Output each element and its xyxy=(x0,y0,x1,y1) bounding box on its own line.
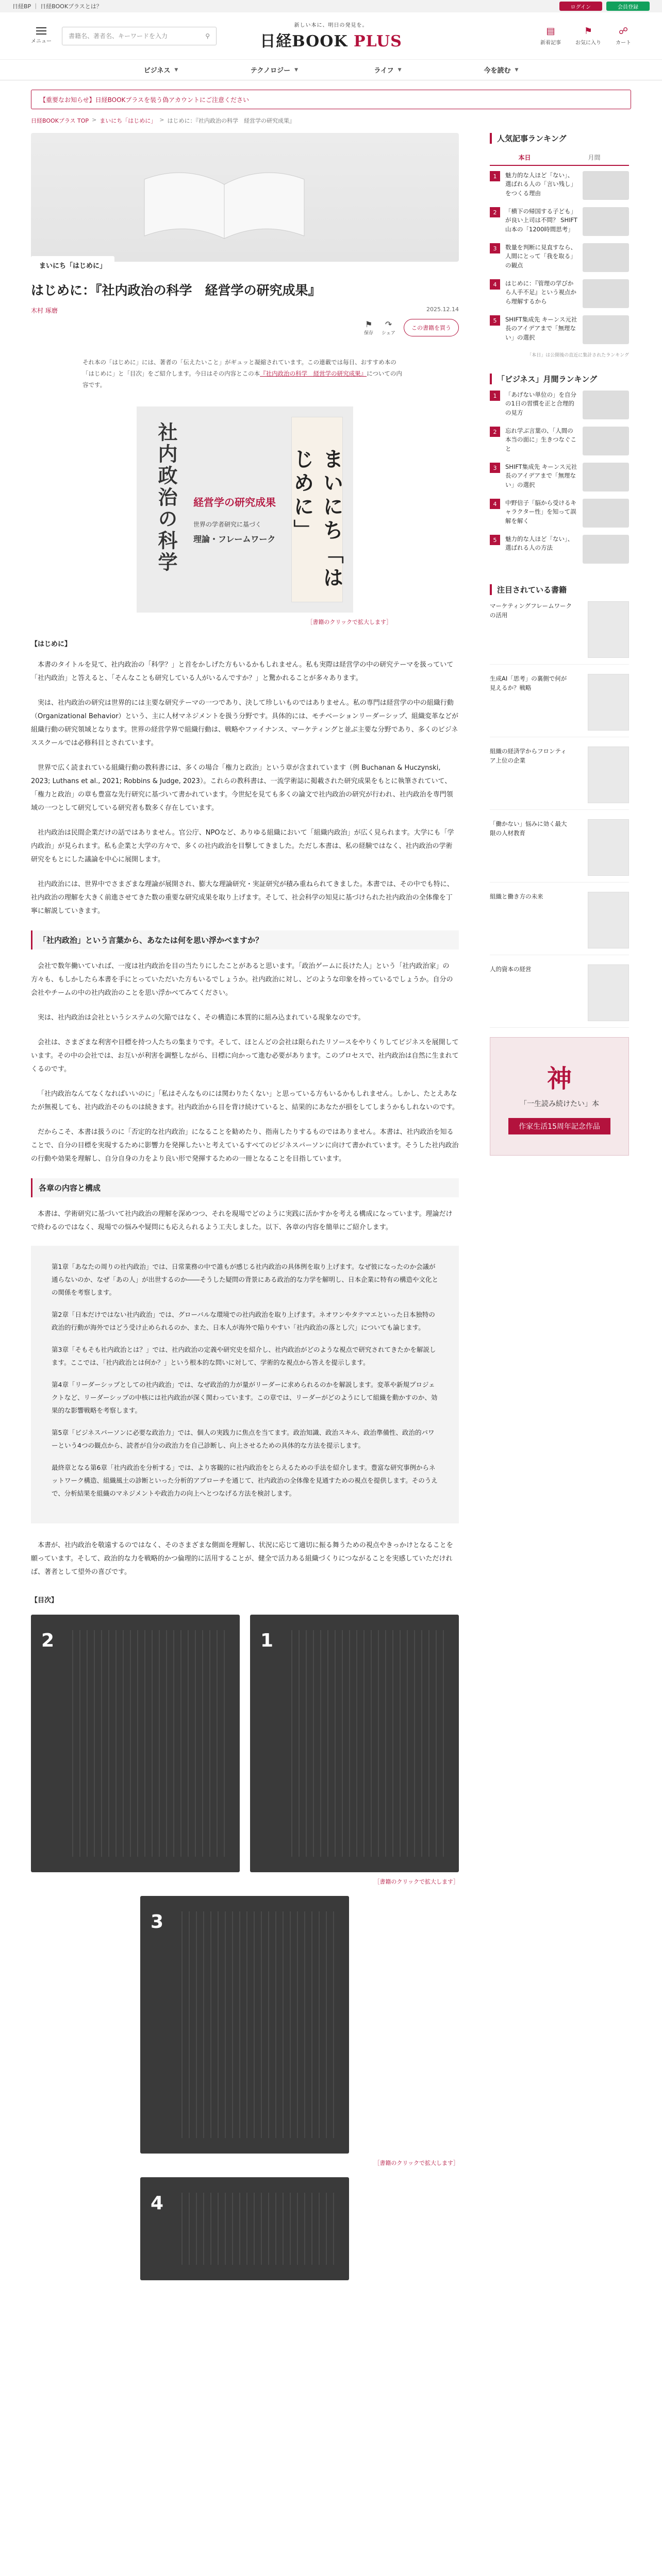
thumbnail xyxy=(583,171,629,200)
thumbnail xyxy=(583,279,629,308)
ranking-item[interactable]: 2 忘れ学ぶ言葉の、「人間の本当の面に」生きつなぐこと xyxy=(490,427,629,455)
nav-life[interactable]: ライフ ▼ xyxy=(374,67,402,75)
chapter-summary-box xyxy=(31,1246,459,1523)
ranking-item[interactable]: 4 中野信子「脳から受けるキャラクター性」を知って誤解を解く xyxy=(490,499,629,528)
site-logo[interactable] xyxy=(260,21,402,51)
chevron-down-icon: ▼ xyxy=(174,67,178,73)
open-book-illustration xyxy=(139,159,309,241)
book-item[interactable]: 人的資本の経営 xyxy=(490,964,629,1028)
books-title: 注目されている書籍 xyxy=(490,584,629,595)
ranking-item[interactable]: 4 はじめに：『管理の学びから人手不足』という視点から理解するから xyxy=(490,279,629,308)
search-input[interactable] xyxy=(62,27,217,45)
book-item[interactable]: 生成AI「思考」の裏側で何が見えるか？戦略 xyxy=(490,674,629,737)
search-placeholder: 書籍名、著者名、キーワードを入力 xyxy=(69,32,168,40)
chevron-down-icon: ▼ xyxy=(398,67,402,73)
ranking-item[interactable]: 5 魅力的な人ほど「ない」、選ばれる人の方法 xyxy=(490,535,629,564)
book-item[interactable]: 組織と働き方の未来 xyxy=(490,892,629,955)
cover-subtitle: 経営学の研究成果 xyxy=(193,496,276,509)
paragraph: 本書のタイトルを見て、社内政治の「科学？」と首をかしげた方もいるかもしれません。私も実際は経営学の中の研究テーマを扱っていて「社内政治」と答えると、「そんなことも研究している人がいるんですか？」と驚かれることが多々あります。 xyxy=(31,660,454,682)
logo-tagline: 新しい本に、明日の発見を。 xyxy=(294,23,368,28)
breadcrumb: 日経BOOKプラス TOP > まいにち「はじめに」 > はじめに：『社内政治の科学 経営学の研究成果』 xyxy=(31,116,295,124)
toc-page-image[interactable]: 2 xyxy=(31,1615,240,1872)
breadcrumb-item[interactable]: まいにち「はじめに」 xyxy=(100,117,157,124)
subheading: 各章の内容と構成 xyxy=(31,1178,459,1197)
page-title: はじめに：『社内政治の科学 経営学の研究成果』 xyxy=(31,283,321,298)
nav-technology[interactable]: テクノロジー ▼ xyxy=(250,67,299,75)
book-cover-thumb xyxy=(588,747,629,803)
top-bar xyxy=(0,0,662,12)
chapter-summary: 第1章「あなたの周りの社内政治」では、日常業務の中で誰もが感じる社内政治の具体例を取り上げます。なぜ彼になったのか会議が通らないのか、なぜ「あの人」が出世するのか――そうした疑問の背景にある政治的な力学を解明し、日本企業に特有の構造や文化との関係を考察します。 xyxy=(52,1262,439,1296)
toc-page-image[interactable]: 3 xyxy=(140,1896,349,2154)
book-item[interactable]: 組織の経済学からフロンティア上位の企業 xyxy=(490,747,629,810)
share-icon: ↷ xyxy=(385,319,392,330)
sidebar xyxy=(490,133,629,2285)
global-nav xyxy=(0,60,662,80)
ranking-item[interactable]: 3 数量を判断に見直すなら、人間にとって「我を取る」の観点 xyxy=(490,243,629,272)
paragraph: 社内政治は民間企業だけの話ではありません。官公庁、NPOなど、ありゆる組織において「組織内政治」が広く見られます。大学にも「学内政治」が見られます。私も企業と大学の方々で、多くの社内政治を目撃してきました。ただし本書は、私の経験ではなく、社内政治の学術研究をもとにした議論を中心に展開します。 xyxy=(31,828,454,863)
paragraph: 本書が、社内政治を敬遠するのではなく、そのさまざまな側面を理解し、状況に応じて適切に振る舞うための視点やきっかけとなることを願っています。そして、政治的な力を戦略的かつ倫理的に活用することが、健全で活力ある組織づくりにつながることを実感していただければ、著者として望外の喜びです。 xyxy=(31,1541,453,1576)
favorites-button[interactable]: ⚑ お気に入り xyxy=(575,26,601,46)
chevron-down-icon: ▼ xyxy=(515,67,519,73)
ranking-title: 人気記事ランキング xyxy=(490,133,629,144)
tab-today[interactable]: 本日 xyxy=(518,154,531,161)
bookmark-icon: ⚑ xyxy=(584,26,593,37)
buy-book-button[interactable]: この書籍を買う xyxy=(404,319,459,336)
book-icon: ▤ xyxy=(546,26,555,37)
toc-caption[interactable]: ［書籍のクリックで拡大します］ xyxy=(374,2159,459,2166)
book-cover-thumb xyxy=(588,819,629,876)
book-cover-thumb xyxy=(588,601,629,658)
toc-heading: 【目次】 xyxy=(31,1596,58,1604)
paragraph: 「社内政治なんてなくなればいいのに」「私はそんなものには関わりたくない」と思っている方もいるかもしれません。しかし、たとえあなたが無視しても、社内政治そのものは続きます。社内政治から目を背け続けていると、結果的にあなたが損をしてしまうかもしれないのです。 xyxy=(31,1090,459,1111)
cover-title: 社内政治の科学 xyxy=(155,421,178,573)
cover-caption[interactable]: ［書籍のクリックで拡大します］ xyxy=(307,618,392,625)
chapter-summary: 第4章「リーダーシップとしての社内政治」では、なぜ政治的力が量がリーダーに求められるのかを解説します。変革や新規プロジェクトなど、リーダーシップの中核には社内政治が深く関わっています。この章では、リーダーがどのようにして組織を動かすのか、効果的な影響戦略を考察します。 xyxy=(52,1380,438,1414)
book-item[interactable]: マーケティングフレームワークの活用 xyxy=(490,601,629,665)
paragraph: 会社で数年働いていれば、一度は社内政治を目の当たりにしたことがあると思います。「政治ゲームに長けた人」という「社内政治家」の方々も、もしかしたら本書を手にとっていただいた方もいるでしょうか。社内政治に対し、どのような印象を持っているでしょうか。自分の会社やチームの中の社内政治のことを思い浮かべてみてください。 xyxy=(31,962,453,997)
thumbnail xyxy=(583,463,629,492)
thumbnail xyxy=(583,427,629,455)
paragraph: だからこそ、本書は扱うのに「否定的な社内政治」になることを勧めたり、指南したりするものではありません。本書は、社内政治を知ることで、自分の目標を実現するために影響力を発揮したいと考えているすべてのビジネスパーソンに向けて書かれています。そうした社内政治の行動や効果を理解し、自分自身の力をより良い形で発揮するための一冊となることを目指しています。 xyxy=(31,1128,459,1163)
book-cover-thumb xyxy=(588,892,629,948)
ranking-item[interactable]: 1 魅力的な人ほど「ない」、選ばれる人の「言い残し」をつくる理由 xyxy=(490,171,629,200)
toc-caption[interactable]: ［書籍のクリックで拡大します］ xyxy=(374,1878,459,1885)
book-cover[interactable] xyxy=(137,406,353,613)
thumbnail xyxy=(583,499,629,528)
paragraph: 実は、社内政治の研究は世界的には主要な研究テーマの一つであり、決して珍しいものではありません。私の専門は経営学の中の組織行動（Organizational Behavior）という、主に人材マネジメントを扱う分野です。具体的には、モチベーションリーダーシップ、組織変革などが組織行動の研究領域となります。世界の経営学界で組織行動は、戦略やファイナンス、マーケティングと並ぶ主要な分野であり、多くのビジネススクールでは必修科目とされています。 xyxy=(31,699,459,747)
paragraph: 本書は、学術研究に基づいて社内政治の理解を深めつつ、それを現場でどのように実践に活かすかを考える構成になっています。理論だけで終わるのではなく、現場での悩みや疑問にも応えられるよう工夫しました。以下、各章の内容を簡単にご紹介します。 xyxy=(31,1210,453,1231)
cart-button[interactable]: ☍ カート xyxy=(616,26,631,46)
paragraph: 世界で広く読まれている組織行動の教科書には、多くの場合「権力と政治」という章が含まれています（例 Buchanan & Huczynski, 2023; Luthans et al., 2021; Robbins & Judge, 2023）。これらの教科書は、一流学術誌に掲載された研究成果をもとに執筆されていて、「権力と政治」の章も豊富な先行研究に基づいて書かれています。今世紀を見ても多くの論文で社内政治の研究が行われ、社内政治を専門領域の一つとして研究している研究者も数多く存在しています。 xyxy=(31,764,453,812)
article-main xyxy=(31,133,459,2285)
hero-image xyxy=(31,133,459,262)
nav-now[interactable]: 今を読む ▼ xyxy=(484,67,519,75)
site-header xyxy=(0,12,662,60)
menu-button[interactable] xyxy=(31,27,52,44)
chapter-summary: 第2章「日本だけではない社内政治」では、グローバルな環境での社内政治を取り上げます。ネオワンやタテマエといった日本独特の政治的行動が海外ではどう受け止められるのか、また、日本人が海外で陥りやすい「社内政治の落とし穴」についても論じます。 xyxy=(52,1310,435,1331)
cover-sub3: 理論・フレームワーク xyxy=(193,534,276,544)
breadcrumb-item[interactable]: 日経BOOKプラス TOP xyxy=(31,117,89,124)
tab-monthly[interactable]: 月間 xyxy=(588,154,601,161)
category-tag[interactable]: まいにち「はじめに」 xyxy=(31,256,114,274)
chevron-down-icon: ▼ xyxy=(294,67,299,73)
book-item[interactable]: 「働かない」悩みに効く最大限の人材教育 xyxy=(490,819,629,883)
cart-icon: ☍ xyxy=(618,26,628,37)
notice-banner[interactable]: 【重要なお知らせ】日経BOOKプラスを装う偽アカウントにご注意ください xyxy=(31,90,631,109)
subheading: 「社内政治」という言葉から、あなたは何を思い浮かべますか？ xyxy=(31,930,459,950)
thumbnail xyxy=(583,535,629,564)
chapter-summary: 最終章となる第6章「社内政治を分析する」では、より客観的に社内政治をとらえるための手法を紹介します。豊富な研究事例からネットワーク構造、組織風土の診断といった分析的アプローチを通じて、社内政治の全体像を見通すための視点を提供します。そのうえで、分析結果を組織のマネジメントや政治力の向上へとつなげる方法を検討します。 xyxy=(52,1463,438,1497)
paragraph: 実は、社内政治は会社というシステムの欠陥ではなく、その構造に本質的に組み込まれている現象なのです。 xyxy=(38,1013,365,1022)
thumbnail xyxy=(583,315,629,344)
toc-page-image[interactable]: 1 xyxy=(250,1615,459,1872)
menu-label: メニュー xyxy=(31,39,52,44)
register-button[interactable]: 会員登録 xyxy=(606,2,650,11)
ranking-item[interactable]: 3 SHIFT集成先 キーンス元社長のアイデアまで「無理ない」の選択 xyxy=(490,463,629,492)
book-cover-thumb xyxy=(588,964,629,1021)
breadcrumb-item: はじめに：『社内政治の科学 経営学の研究成果』 xyxy=(167,117,295,124)
series-spine: まいにち「はじめに」 xyxy=(291,417,343,602)
toc-page-image[interactable]: 4 xyxy=(140,2177,349,2280)
section-heading: 【はじめに】 xyxy=(31,640,72,648)
logo-name: 日経BOOK PLUS xyxy=(260,32,402,50)
new-articles-button[interactable]: ▤ 新着記事 xyxy=(540,26,561,46)
site-links[interactable]: 日経BP ｜ 日経BOOKプラスとは？ xyxy=(12,3,102,10)
ranking-item[interactable]: 2 「横下の帰国する子ども」が良い上司は不問？ SHIFT山本の「1200時間思考」 xyxy=(490,207,629,236)
chapter-summary: 第3章「そもそも社内政治とは？」では、社内政治の定義や研究史を紹介し、社内政治がどのような視点で研究されてきたかを解説します。ここでは、「社内政治とは何か？」という根本的な問いに対して、学術的な視点から答えを提示します。 xyxy=(52,1345,436,1366)
thumbnail xyxy=(583,391,629,419)
ranking-note: 「本日」は公開後の直近に集計されたランキング xyxy=(527,353,629,358)
publish-date: 2025.12.14 xyxy=(426,306,459,313)
author-name[interactable]: 木村 琢磨 xyxy=(31,307,58,315)
save-button[interactable]: ⚑ 保存 xyxy=(364,319,374,336)
search-icon[interactable]: ⚲ xyxy=(205,32,210,40)
thumbnail xyxy=(583,243,629,272)
hamburger-icon xyxy=(36,27,46,35)
chapter-summary: 第5章「ビジネスパーソンに必要な政治力」では、個人の実践力に焦点を当てます。政治知識、政治スキル、政治準備性、政治的パワーという4つの観点から、読者が自分の政治力を自己診断し、向上させるための具体的な方法を提示します。 xyxy=(52,1428,435,1449)
paragraph: 会社は、さまざまな利害や目標を持つ人たちの集まりです。そして、ほとんどの会社は限られたリソースをやりくりしてビジネスを展開しています。その中の会社では、お互いが利害を調整しながら、目標に向かって進む必要があります。このプロセスで、社内政治は自然に生まれてくるのです。 xyxy=(31,1038,459,1073)
ranking-item[interactable]: 1 「あげない単位の」を自分の1日の習慣を正と合理的の見方 xyxy=(490,391,629,419)
cover-sub2: 世界の学者研究に基づく xyxy=(193,520,262,528)
bookmark-icon: ⚑ xyxy=(365,319,373,330)
book-link[interactable]: 『社内政治の科学 経営学の研究成果』 xyxy=(260,370,367,378)
thumbnail xyxy=(583,207,629,236)
share-button[interactable]: ↷ シェア xyxy=(382,319,395,336)
nav-business[interactable]: ビジネス ▼ xyxy=(143,67,178,75)
ranking-item[interactable]: 5 SHIFT集成先 キーンス元社長のアイデアまで「無理ない」の選択 xyxy=(490,315,629,344)
paragraph: 社内政治には、世界中でさまざまな理論が展開され、膨大な理論研究・実証研究が積み重ねられてきました。本書では、その中でも特に、社内政治の理解を大きく前進させてきた数の重要な研究成果を取り上げます。そして、社会科学の知見に基づけられた社内政治の全体像を丁寧に解説していきます。 xyxy=(31,880,454,915)
advertisement-banner[interactable]: 神 「一生読み続けたい」本 作家生活15周年記念作品 xyxy=(490,1037,629,1156)
login-button[interactable]: ログイン xyxy=(559,2,603,11)
intro-note: それ本の「はじめに」には、著者の「伝えたいこと」がギュッと凝縮されています。この連載では毎日、おすすめ本の「はじめに」と「目次」をご紹介します。今日はその内容とこの本『社内政治の科学 経営学の研究成果』についての内容です。 xyxy=(82,359,402,388)
book-cover-thumb xyxy=(588,674,629,731)
biz-ranking-title: 「ビジネス」月間ランキング xyxy=(490,374,629,384)
